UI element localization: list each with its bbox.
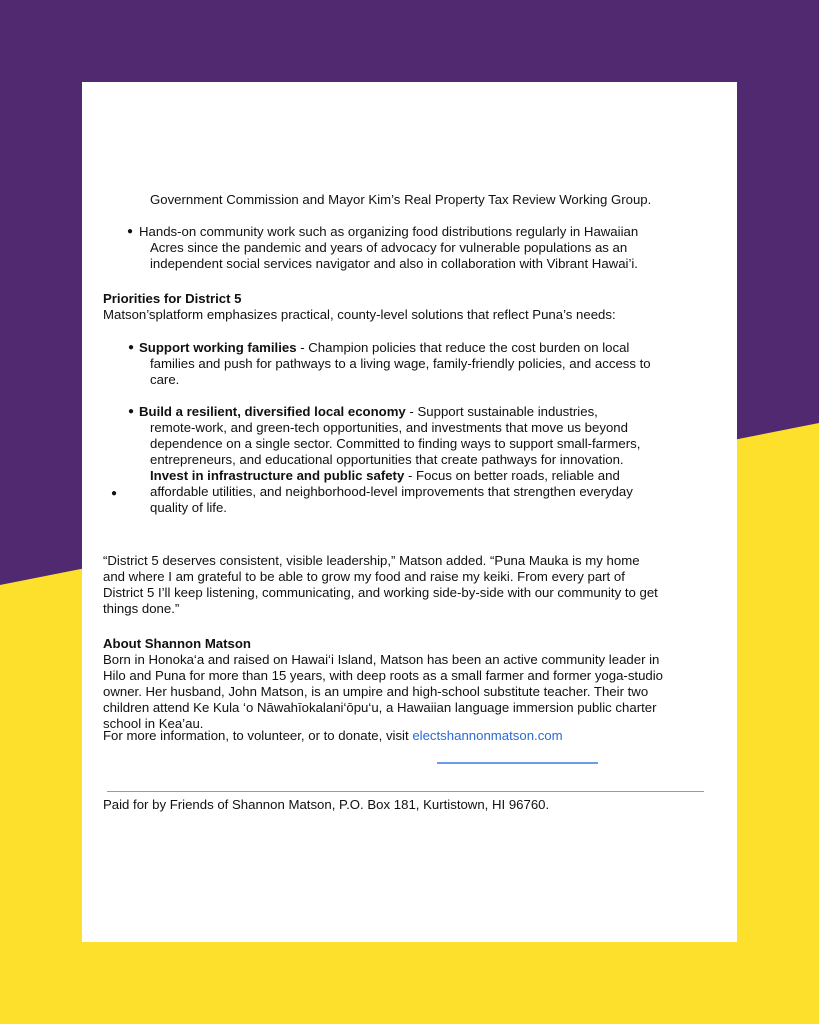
priority-3-line-2: affordable utilities, and neighborhood-level improvements that strengthen everyday	[150, 484, 633, 499]
about-heading: About Shannon Matson	[103, 636, 251, 651]
bullet-icon: ●	[111, 488, 118, 499]
community-line-2: Acres since the pandemic and years of advocacy for vulnerable populations as an	[150, 240, 628, 255]
priority-2-line-4: entrepreneurs, and educational opportunities that create pathways for innovation.	[150, 452, 624, 467]
link-underline	[437, 762, 598, 764]
cta-text: For more information, to volunteer, or to donate, visit	[103, 728, 413, 743]
priority-title: Invest in infrastructure and public safety	[150, 468, 405, 483]
priority-item-3	[150, 468, 620, 484]
priority-1-line-3: care.	[150, 372, 180, 387]
community-line-3: independent social services navigator and also in collaboration with Vibrant Hawai’i.	[150, 256, 638, 271]
priority-2-line-3: dependence on a single sector. Committed to finding ways to support small-farmers,	[150, 436, 641, 451]
quote-line-2: and where I am grateful to be able to grow my food and raise my keiki. From every part of	[103, 569, 625, 584]
about-line-4: children attend Ke Kula ‘o Nāwahīokalani‘ōpu‘u, a Hawaiian language immersion public charter	[103, 700, 657, 715]
about-line-5: school in Kea’au.	[103, 716, 204, 731]
document-page	[82, 82, 737, 942]
bullet-icon: ●	[128, 406, 135, 417]
footer-separator	[107, 791, 704, 792]
quote-line-3: District 5 I’ll keep listening, communicating, and working side-by-side with our community to get	[103, 585, 658, 600]
community-line-1: Hands-on community work such as organizing food distributions regularly in Hawaiian	[139, 224, 639, 239]
priority-item-1	[139, 340, 629, 356]
priority-1-line-2: families and push for pathways to a living wage, family-friendly policies, and access to	[150, 356, 651, 371]
intro-continuation: Government Commission and Mayor Kim’s Real Property Tax Review Working Group.	[150, 192, 652, 207]
about-line-3: owner. Her husband, John Matson, is an umpire and high-school substitute teacher. Their two	[103, 684, 649, 699]
bullet-icon: ●	[128, 342, 135, 353]
priority-desc: - Focus on better roads, reliable and	[404, 468, 620, 483]
priority-title: Support working families	[139, 340, 297, 355]
priority-title: Build a resilient, diversified local economy	[139, 404, 406, 419]
bullet-icon: ●	[127, 226, 134, 237]
priorities-heading: Priorities for District 5	[103, 291, 242, 306]
quote-line-4: things done.”	[103, 601, 180, 616]
about-line-1: Born in Honoka‘a and raised on Hawai‘i Island, Matson has been an active community leader in	[103, 652, 660, 667]
priorities-intro: Matson’splatform emphasizes practical, county-level solutions that reflect Puna’s needs:	[103, 307, 616, 322]
priority-desc: - Champion policies that reduce the cost burden on local	[296, 340, 630, 355]
priority-3-line-3: quality of life.	[150, 500, 227, 515]
cta-line	[103, 728, 563, 744]
priority-item-2	[139, 404, 598, 420]
website-link[interactable]: electshannonmatson.com	[412, 728, 563, 743]
paid-for-disclaimer: Paid for by Friends of Shannon Matson, P.O. Box 181, Kurtistown, HI 96760.	[103, 797, 550, 812]
priority-desc: - Support sustainable industries,	[405, 404, 598, 419]
quote-line-1: “District 5 deserves consistent, visible leadership,” Matson added. “Puna Mauka is my home	[103, 553, 640, 568]
about-line-2: Hilo and Puna for more than 15 years, with deep roots as a small farmer and former yoga-studio	[103, 668, 664, 683]
priority-2-line-2: remote-work, and green-tech opportunities, and investments that move us beyond	[150, 420, 628, 435]
